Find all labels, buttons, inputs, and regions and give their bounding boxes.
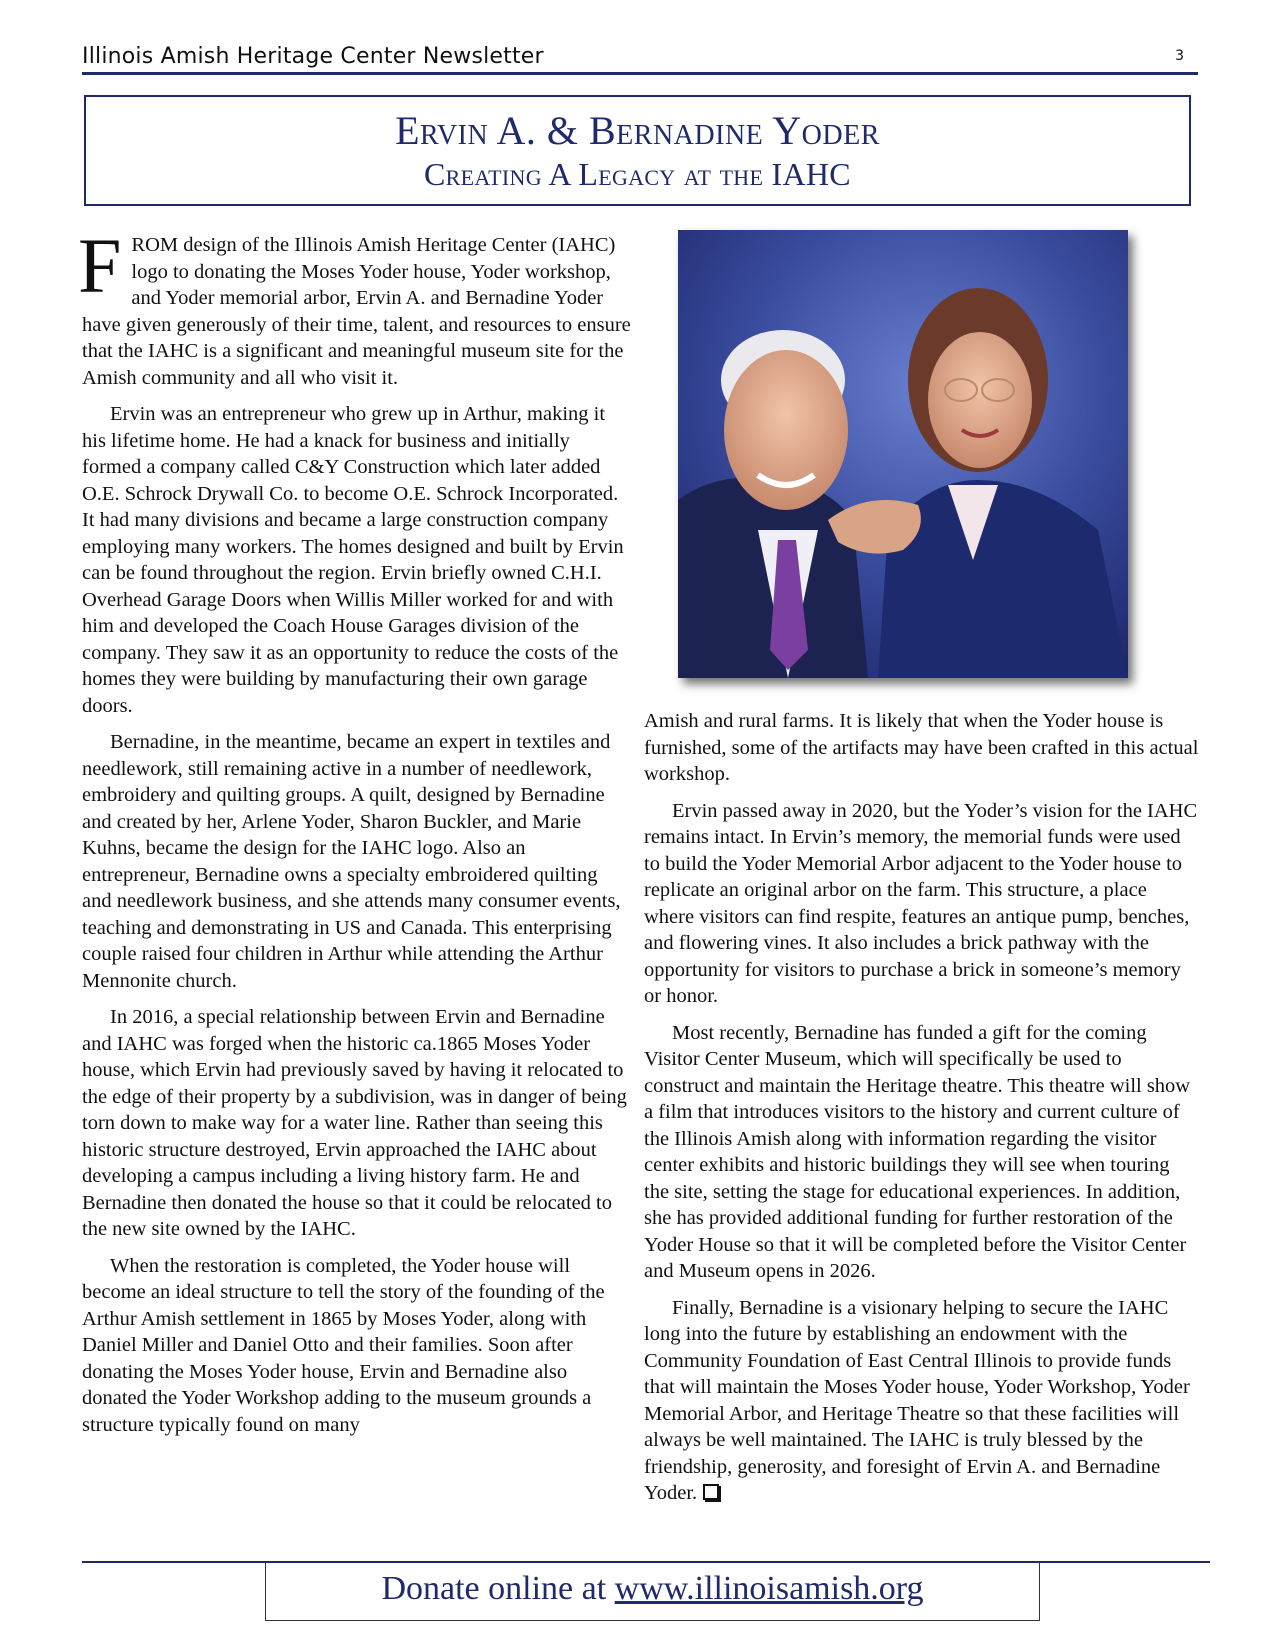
paragraph: In 2016, a special relationship between Ervin and Bernadine and IAHC was forged when the historic ca.1865 Moses Yoder house, which Ervin had previously saved by having it relocated to the edge of their property by a subdivision, was in danger of being torn down to make way for a water line. Rather than seeing this historic structure destroyed, Ervin approached the IAHC about developing a campus including a living history farm. He and Bernadine then donated the house so that it could be relocated to the new site owned by the IAHC.: [82, 1006, 627, 1240]
paragraph: Ervin was an entrepreneur who grew up in Arthur, making it his lifetime home. He had a knack for business and initially formed a company called C&Y Construction which later added O.E. Schrock Drywall Co. to become O.E. Schrock Incorporated. It had many divisions and became a large construction company employing many workers. The homes designed and built by Ervin can be found throughout the region. Ervin briefly owned C.H.I. Overhead Garage Doors when Willis Miller worked for and with him and developed the Coach House Garages division of the company. They saw it as an opportunity to reduce the costs of the homes they were building by manufacturing their own garage doors.: [82, 403, 624, 717]
paragraph: Ervin passed away in 2020, but the Yoder’s vision for the IAHC remains intact. In Ervin’s memory, the memorial funds were used to build the Yoder Memorial Arbor adjacent to the Yoder house to replicate an original arbor on the farm. This structure, a place where visitors can find respite, features an antique pump, benches, and flowering vines. It also includes a brick pathway with the opportunity for visitors to purchase a brick in someone’s memory or honor.: [644, 799, 1198, 1007]
end-mark-icon: [703, 1484, 719, 1500]
right-column: [644, 708, 1199, 1517]
newsletter-header: [82, 44, 1192, 72]
newsletter-title: Illinois Amish Heritage Center Newsletter: [82, 44, 544, 69]
donate-banner: [265, 1563, 1040, 1621]
page-number: 3: [1175, 48, 1184, 64]
closing-text: Finally, Bernadine is a visionary helping to secure the IAHC long into the future by establishing an endowment with the Community Foundation of East Central Illinois to provide funds that will maintain the Moses Yoder house, Yoder Workshop, Yoder Memorial Arbor, and Heritage Theatre so that these facilities will always be well maintained. The IAHC is truly blessed by the friendship, generosity, and foresight of Ervin A. and Bernadine Yoder.: [644, 1296, 1190, 1504]
left-column: [78, 222, 632, 1448]
donate-link[interactable]: www.illinoisamish.org: [614, 1570, 924, 1607]
lead-text: ROM design of the Illinois Amish Heritage Center (IAHC) logo to donating the Moses Yoder house, Yoder workshop, and Yoder memorial arbor, Ervin A. and Bernadine Yoder have given generously of their time, talent, and resources to ensure that the IAHC is a significant and meaningful museum site for the Amish community and all who visit it.: [82, 234, 631, 389]
closing-paragraph: [644, 1295, 1199, 1507]
article-title-box: [84, 95, 1191, 206]
header-rule: [82, 72, 1198, 75]
drop-cap: F: [78, 222, 122, 309]
article-title: Ervin A. & Bernadine Yoder: [395, 108, 880, 153]
paragraph: When the restoration is completed, the Yoder house will become an ideal structure to tell the story of the founding of the Arthur Amish settlement in 1865 by Moses Yoder, along with Daniel Miller and Daniel Otto and their families. Soon after donating the Moses Yoder house, Ervin and Bernadine also donated the Yoder Workshop adding to the museum grounds a structure typically found on many: [82, 1254, 605, 1436]
lead-paragraph: [78, 222, 632, 391]
paragraph: Most recently, Bernadine has funded a gift for the coming Visitor Center Museum, which will specifically be used to construct and maintain the Heritage theatre. This theatre will show a film that introduces visitors to the history and current culture of the Illinois Amish along with information regarding the visitor center exhibits and historic buildings they will see when touring the site, setting the stage for educational experiences. In addition, she has provided additional funding for further restoration of the Yoder House so that it will be completed before the Visitor Center and Museum opens in 2026.: [644, 1021, 1191, 1282]
paragraph: Bernadine, in the meantime, became an expert in textiles and needlework, still remaining active in a number of needlework, embroidery and quilting groups. A quilt, designed by Bernadine and created by her, Arlene Yoder, Sharon Buckler, and Marie Kuhns, became the design for the IAHC logo. Also an entrepreneur, Bernadine owns a specialty embroidered quilting and needlework business, and she attends many consumer events, teaching and demonstrating in US and Canada. This enterprising couple raised four children in Arthur while attending the Arthur Mennonite church.: [82, 731, 621, 992]
paragraph: Amish and rural farms. It is likely that when the Yoder house is furnished, some of the artifacts may have been crafted in this actual workshop.: [644, 710, 1199, 785]
article-subtitle: Creating A Legacy at the IAHC: [424, 156, 851, 192]
couple-portrait-photo: [678, 230, 1128, 678]
donate-text: Donate online at: [381, 1570, 615, 1607]
